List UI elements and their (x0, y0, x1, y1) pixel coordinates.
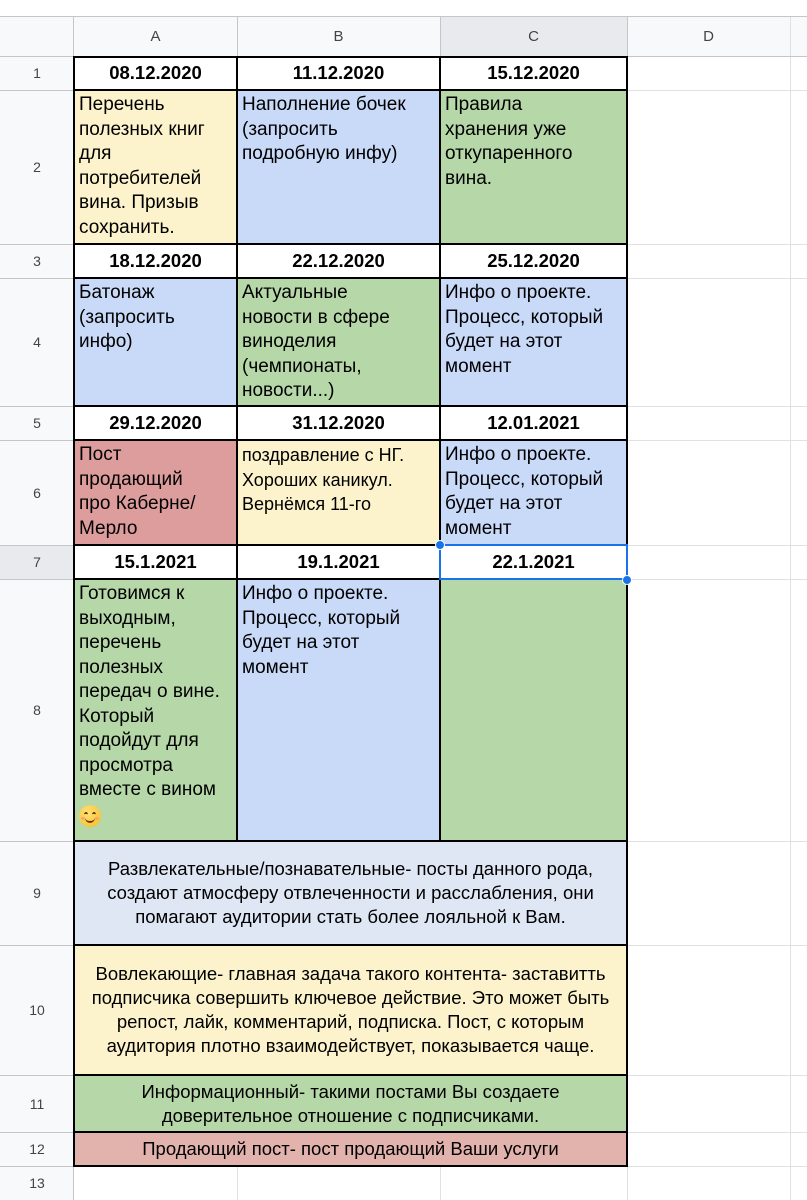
cell-border (73, 277, 628, 279)
cell-border (73, 840, 628, 842)
cell-border (73, 439, 628, 441)
gridline (627, 278, 807, 279)
gridline (627, 406, 807, 407)
cell-a12-merged[interactable]: Продающий пост- пост продающий Ваши услуги (74, 1132, 627, 1166)
gridline (790, 16, 791, 1200)
column-header-d[interactable]: D (627, 16, 790, 56)
column-header-e[interactable] (790, 16, 807, 56)
gridline (627, 1132, 807, 1133)
cell-a11-merged[interactable]: Информационный- такими постами Вы создаете доверительное отношение с подписчиками. (74, 1075, 627, 1132)
cell-a7[interactable]: 15.1.2021 (114, 551, 197, 572)
cell-border (73, 944, 628, 946)
smiling-face-emoji (79, 805, 101, 827)
header-border (0, 579, 74, 580)
cell-c2[interactable]: Правила хранения уже откупаренного вина. (440, 90, 627, 244)
empty-column-d[interactable] (627, 56, 790, 1200)
cell-b2[interactable]: Наполнение бочек (запросить подробную инфу) (237, 90, 440, 244)
cell-a6[interactable]: Пост продающий про Каберне/ Мерло (74, 440, 237, 545)
cell-border (439, 56, 441, 842)
header-border (237, 16, 238, 56)
column-header-c[interactable]: C (440, 16, 627, 56)
cell-c6[interactable]: Инфо о проекте. Процесс, который будет на этот момент (440, 440, 627, 545)
selection-handle-top-left[interactable] (435, 540, 445, 550)
cell-c7[interactable]: 22.1.2021 (492, 551, 575, 572)
cell-b1[interactable]: 11.12.2020 (292, 62, 385, 83)
header-border (0, 90, 74, 91)
row-header-2[interactable]: 2 (0, 90, 74, 244)
cell-a4[interactable]: Батонаж (запросить инфо) (74, 278, 237, 406)
header-border (0, 406, 74, 407)
row-header-1[interactable]: 1 (0, 56, 74, 90)
cell-border (73, 56, 628, 58)
cell-a10-merged[interactable]: Вовлекающие- главная задача такого контента- заставитть подписчика совершить ключевое действие. Это может быть репост, лайк, комментарий, подписка. Пост, с которым аудитория плотно взаимодействует, показывается чаще. (74, 945, 627, 1075)
cell-b8[interactable]: Инфо о проекте. Процесс, который будет на этот момент (237, 579, 440, 841)
cell-c1[interactable]: 15.12.2020 (487, 62, 580, 83)
row-header-4[interactable]: 4 (0, 278, 74, 406)
cell-border (73, 405, 628, 407)
header-border (0, 841, 74, 842)
cell-a1[interactable]: 08.12.2020 (109, 62, 202, 83)
gridline (440, 1166, 441, 1200)
selected-cell-outline (439, 544, 628, 580)
cell-c3[interactable]: 25.12.2020 (487, 250, 580, 271)
gridline (627, 945, 807, 946)
cell-a5[interactable]: 29.12.2020 (109, 412, 202, 433)
column-header-a[interactable]: A (74, 16, 237, 56)
cell-border (73, 243, 628, 245)
gridline (627, 579, 807, 580)
row-header-7[interactable]: 7 (0, 545, 74, 579)
cell-c4[interactable]: Инфо о проекте. Процесс, который будет на этот момент (440, 278, 627, 406)
gridline (627, 440, 807, 441)
cell-a2[interactable]: Перечень полезных книг для потребителей вина. Призыв сохранить. (74, 90, 237, 244)
row-header-5[interactable]: 5 (0, 406, 74, 440)
header-border (440, 16, 441, 56)
cell-border (73, 56, 75, 1167)
row-header-9[interactable]: 9 (0, 841, 74, 945)
cell-border (236, 56, 238, 842)
row-header-11[interactable]: 11 (0, 1075, 74, 1132)
row-header-6[interactable]: 6 (0, 440, 74, 545)
header-border (0, 278, 74, 279)
gridline (627, 545, 807, 546)
selection-fill-handle[interactable] (622, 575, 632, 585)
cell-c5[interactable]: 12.01.2021 (487, 412, 580, 433)
row-header-10[interactable]: 10 (0, 945, 74, 1075)
row-header-3[interactable]: 3 (0, 244, 74, 278)
cell-a3[interactable]: 18.12.2020 (109, 250, 202, 271)
cell-border (73, 89, 628, 91)
cell-a8-text: Готовимся к выходным, перечень полезных передач о вине. Который подойдут для просмотра вместе с вином (79, 583, 220, 800)
row-header-8[interactable]: 8 (0, 579, 74, 841)
header-border (0, 1075, 74, 1076)
gridline (627, 244, 807, 245)
header-border (0, 545, 74, 546)
cell-border (73, 1165, 628, 1167)
gridline (627, 1166, 628, 1200)
cell-b7[interactable]: 19.1.2021 (297, 551, 380, 572)
cell-a8[interactable] (74, 579, 237, 841)
header-border (0, 244, 74, 245)
cell-border (73, 1131, 628, 1133)
header-border (0, 16, 807, 17)
header-border (0, 1132, 74, 1133)
cell-b3[interactable]: 22.12.2020 (292, 250, 385, 271)
empty-row-13[interactable] (74, 1166, 627, 1200)
cell-c8[interactable] (440, 579, 627, 841)
header-border (0, 440, 74, 441)
gridline (627, 841, 807, 842)
cell-a9-merged[interactable]: Развлекательные/познавательные- посты данного рода, создают атмосферу отвлеченности и расслабления, они помагают аудитории стать более лояльной к Вам. (74, 841, 627, 945)
cell-b4[interactable]: Актуальные новости в сфере виноделия (чемпионаты, новости...) (237, 278, 440, 406)
cell-b6[interactable]: поздравление с НГ. Хороших каникул. Вернёмся 11-го (237, 440, 440, 545)
row-header-13[interactable]: 13 (0, 1166, 74, 1200)
gridline (627, 1166, 807, 1167)
row-header-12[interactable]: 12 (0, 1132, 74, 1166)
cell-b5[interactable]: 31.12.2020 (292, 412, 385, 433)
gridline (237, 1166, 238, 1200)
column-header-b[interactable]: B (237, 16, 440, 56)
header-border (0, 945, 74, 946)
header-border (0, 1166, 74, 1167)
gridline (627, 1075, 807, 1076)
gridline (627, 90, 807, 91)
header-border (627, 16, 628, 56)
cell-border (626, 56, 628, 1167)
cell-border (73, 1074, 628, 1076)
select-all-corner[interactable] (0, 16, 74, 56)
